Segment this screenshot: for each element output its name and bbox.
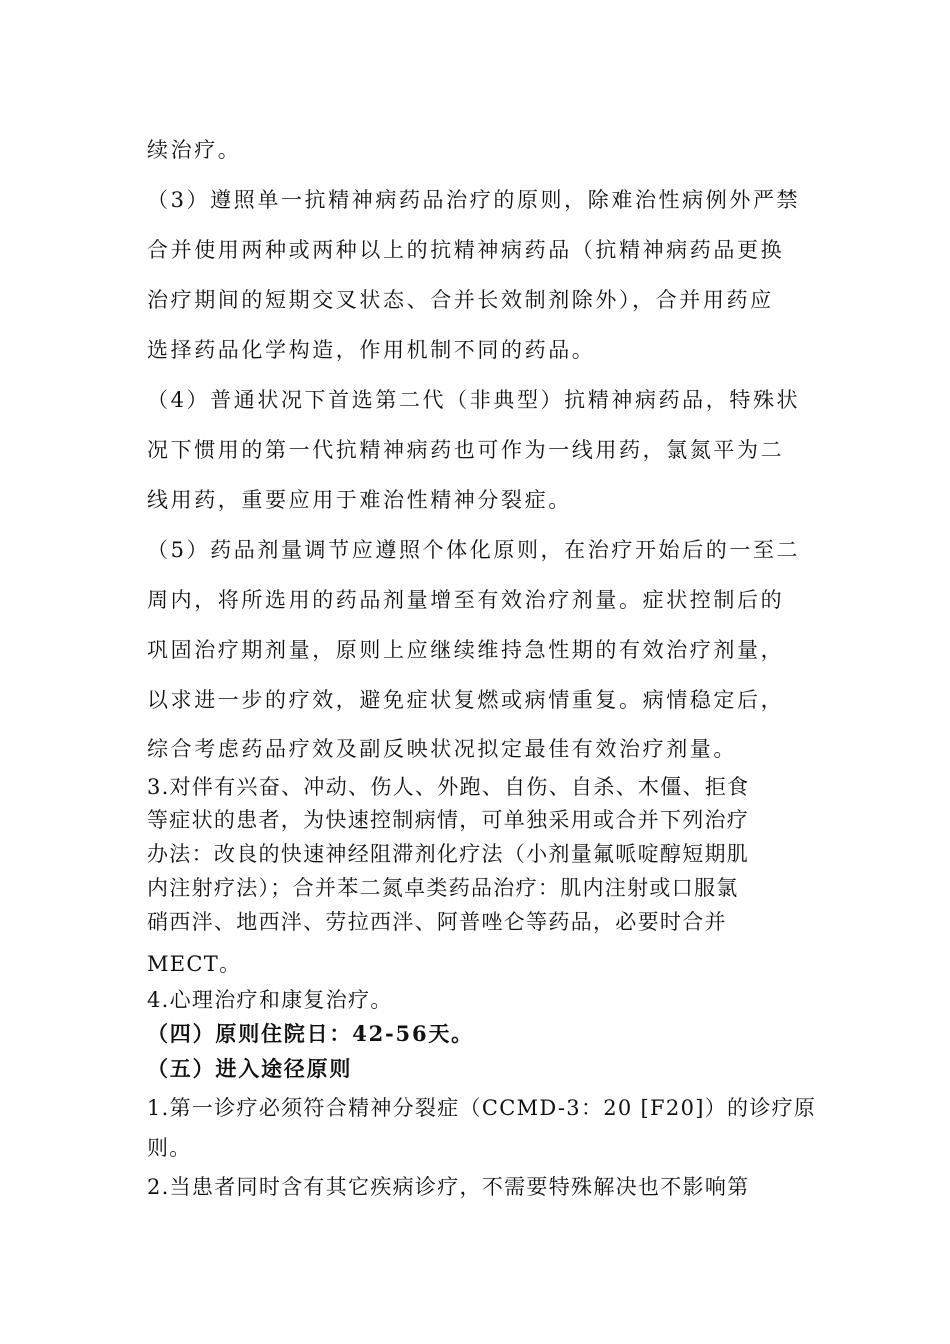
paragraph-line: 周内，将所选用的药品剂量增至有效治疗剂量。症状控制后的 (147, 588, 785, 612)
paragraph-line: 3.对伴有兴奋、冲动、伤人、外跑、自伤、自杀、木僵、拒食 (147, 775, 750, 799)
paragraph-line: 线用药，重要应用于难治性精神分裂症。 (147, 488, 572, 512)
paragraph-line: 4.心理治疗和康复治疗。 (147, 988, 393, 1012)
paragraph-line: 综合考虑药品疗效及副反映状况拟定最佳有效治疗剂量。 (147, 737, 737, 761)
paragraph-line: 内注射疗法）；合并苯二氮卓类药品治疗：肌内注射或口服氯 (147, 876, 739, 900)
paragraph-line: （5）药品剂量调节应遵照个体化原则，在治疗开始后的一至二 (147, 538, 801, 562)
section-heading: （四）原则住院日：42-56天。 (147, 1021, 474, 1046)
paragraph-line: MECT。 (147, 952, 242, 976)
paragraph-line: 2.当患者同时含有其它疾病诊疗，不需要特殊解决也不影响第 (147, 1175, 750, 1199)
paragraph-line: 续治疗。 (147, 138, 242, 162)
paragraph-line: 合并使用两种或两种以上的抗精神病药品（抗精神病药品更换 (147, 238, 785, 262)
paragraph-line: 等症状的患者，为快速控制病情，可单独采用或合并下列治疗 (147, 808, 750, 832)
paragraph-line: 1.第一诊疗必须符合精神分裂症（CCMD-3：20 [F20]）的诊疗原 (147, 1096, 817, 1120)
paragraph-line: 则。 (147, 1136, 192, 1160)
paragraph-line: 选择药品化学构造，作用机制不同的药品。 (147, 338, 596, 362)
paragraph-line: 巩固治疗期剂量，原则上应继续维持急性期的有效治疗剂量， (147, 638, 785, 662)
paragraph-line: 办法：改良的快速神经阻滞剂化疗法（小剂量氟哌啶醇短期肌 (147, 842, 750, 866)
paragraph-line: 治疗期间的短期交叉状态、合并长效制剂除外），合并用药应 (147, 288, 774, 312)
paragraph-line: 以求进一步的疗效，避免症状复燃或病情重复。病情稳定后， (147, 688, 785, 712)
paragraph-line: （3）遵照单一抗精神病药品治疗的原则，除难治性病例外严禁 (147, 188, 801, 212)
paragraph-line: （4）普通状况下首选第二代（非典型）抗精神病药品，特殊状 (147, 388, 801, 412)
paragraph-line: 况下惯用的第一代抗精神病药也可作为一线用药，氯氮平为二 (147, 438, 785, 462)
section-heading: （五）进入途径原则 (147, 1056, 353, 1081)
paragraph-line: 硝西泮、地西泮、劳拉西泮、阿普唑仑等药品，必要时合并 (147, 910, 727, 934)
